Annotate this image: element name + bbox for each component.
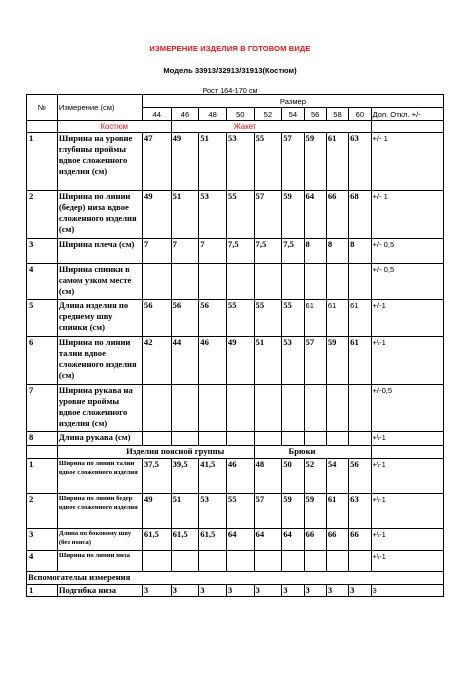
- measurement-value: [171, 385, 199, 432]
- row-number: 7: [27, 385, 58, 432]
- table-row: [27, 459, 444, 494]
- measurement-value: [349, 432, 371, 446]
- tolerance-value: +/-0,5: [371, 385, 444, 432]
- section-waist-group: Изделия поясной группы: [57, 446, 254, 459]
- measurement-value: [282, 385, 304, 432]
- measurement-value: [349, 264, 371, 300]
- section-auxiliary: Вспомогательн измерения: [27, 572, 444, 585]
- measurement-value: 50: [282, 459, 304, 494]
- table-row: [27, 264, 444, 300]
- measurement-name: Ширина рукава на уровне проймы вдвое сложенного изделия (см): [57, 385, 142, 432]
- measurement-value: 7,5: [254, 239, 282, 264]
- measurement-value: 55: [254, 133, 282, 191]
- measurement-value: [226, 264, 254, 300]
- table-row: [27, 337, 444, 385]
- measurement-value: 57: [254, 191, 282, 239]
- size-header-cell: 58: [326, 108, 348, 121]
- measurement-value: 52: [304, 459, 326, 494]
- table-row: [27, 133, 444, 191]
- measurement-value: 59: [304, 133, 326, 191]
- measurement-value: [199, 551, 227, 572]
- row-number: 6: [27, 337, 58, 385]
- measurement-value: [199, 385, 227, 432]
- section-zhaket: Жакет: [171, 121, 371, 133]
- measurement-value: 55: [254, 300, 282, 337]
- measurement-value: [326, 264, 348, 300]
- measurement-value: 3: [254, 585, 282, 597]
- measurement-value: 56: [142, 300, 171, 337]
- size-header-cell: 48: [199, 108, 227, 121]
- measurement-value: 56: [171, 300, 199, 337]
- table-row: [27, 432, 444, 446]
- measurement-value: 61,5: [199, 529, 227, 551]
- measurement-name: Ширина по линии талии вдвое сложенного изделия (см): [57, 337, 142, 385]
- measurement-value: [304, 551, 326, 572]
- measurement-value: [171, 551, 199, 572]
- measurement-value: 3: [349, 585, 371, 597]
- measurement-name: Ширина по линии талии вдвое сложенного изделия: [57, 459, 142, 494]
- tolerance-value: +\-1: [371, 494, 444, 529]
- row-number: 1: [27, 459, 58, 494]
- size-header-cell: 54: [282, 108, 304, 121]
- empty-cell: [27, 121, 58, 133]
- tolerance-value: 3: [371, 585, 444, 597]
- measurement-name: Подгибка низа: [57, 585, 142, 597]
- measurement-value: 66: [304, 529, 326, 551]
- measurement-value: 53: [199, 494, 227, 529]
- measurement-name: Ширина на уровне глубины проймы вдвое сложенного изделия (см): [57, 133, 142, 191]
- measurement-value: 61: [326, 133, 348, 191]
- row-number: 1: [27, 585, 58, 597]
- section-bryuki: Брюки: [254, 446, 371, 459]
- measurement-value: 3: [142, 585, 171, 597]
- measurement-value: 68: [349, 191, 371, 239]
- measurement-value: [326, 432, 348, 446]
- model-label: Модель 33913/32913/31913(Костюм): [163, 66, 297, 75]
- table-row: [27, 529, 444, 551]
- measurement-value: 61: [349, 300, 371, 337]
- tolerance-value: +/- 1: [371, 133, 444, 191]
- measurement-value: 49: [142, 191, 171, 239]
- table-row: [27, 385, 444, 432]
- measurement-name: Ширина по линии бедер вдвое сложенного изделия: [57, 494, 142, 529]
- measurement-value: 64: [304, 191, 326, 239]
- measurement-value: [142, 264, 171, 300]
- measurement-name: Ширина спинки в самом узком месте (см): [57, 264, 142, 300]
- measurement-value: 59: [326, 337, 348, 385]
- measurement-value: 57: [304, 337, 326, 385]
- measurement-value: 64: [254, 529, 282, 551]
- table-row: [27, 239, 444, 264]
- table-row: [27, 551, 444, 572]
- table-row: [27, 585, 444, 597]
- measurement-value: [142, 385, 171, 432]
- measurement-value: 59: [282, 191, 304, 239]
- measurement-value: 53: [282, 337, 304, 385]
- tolerance-value: +\-1: [371, 551, 444, 572]
- measurement-value: 64: [282, 529, 304, 551]
- tolerance-value: +\-1: [371, 529, 444, 551]
- measurement-value: 7: [171, 239, 199, 264]
- measurement-value: 57: [254, 494, 282, 529]
- measurement-value: 3: [326, 585, 348, 597]
- measurement-value: [171, 264, 199, 300]
- table-row: [27, 300, 444, 337]
- measurement-name: Ширина по линии низа: [57, 551, 142, 572]
- measurement-value: [349, 385, 371, 432]
- measurement-value: 66: [349, 529, 371, 551]
- tolerance-value: +\-1: [371, 432, 444, 446]
- measurement-value: 46: [199, 337, 227, 385]
- measurement-value: 51: [199, 133, 227, 191]
- measurement-value: 3: [171, 585, 199, 597]
- measurement-value: 8: [349, 239, 371, 264]
- size-header-cell: 46: [171, 108, 199, 121]
- size-header-cell: 56: [304, 108, 326, 121]
- measurement-value: 63: [349, 133, 371, 191]
- row-number: 3: [27, 239, 58, 264]
- measurement-name: Ширина по линии (бедер) низа вдвое сложенного изделия (см): [57, 191, 142, 239]
- header-number: №: [27, 95, 58, 121]
- measurement-value: [326, 551, 348, 572]
- measurement-value: [282, 551, 304, 572]
- row-number: 8: [27, 432, 58, 446]
- measurement-name: Ширина плеча (см): [57, 239, 142, 264]
- measurement-value: [142, 551, 171, 572]
- measurement-value: [226, 551, 254, 572]
- measurement-value: 37,5: [142, 459, 171, 494]
- measurement-value: 3: [226, 585, 254, 597]
- measurement-value: 63: [349, 494, 371, 529]
- measurement-value: 55: [282, 300, 304, 337]
- measurement-value: [254, 551, 282, 572]
- measurement-value: [199, 432, 227, 446]
- measurement-value: [282, 264, 304, 300]
- table-row: [27, 191, 444, 239]
- measurement-value: 41,5: [199, 459, 227, 494]
- tolerance-value: +/- 1: [371, 191, 444, 239]
- measurement-value: 47: [142, 133, 171, 191]
- measurement-value: 44: [171, 337, 199, 385]
- measurement-value: 3: [282, 585, 304, 597]
- measurement-value: 61,5: [171, 529, 199, 551]
- measurement-value: [349, 551, 371, 572]
- measurement-value: 42: [142, 337, 171, 385]
- measurement-value: 64: [226, 529, 254, 551]
- measurement-value: 7: [199, 239, 227, 264]
- measurement-value: 61,5: [142, 529, 171, 551]
- measurement-value: 53: [226, 133, 254, 191]
- table-row: [27, 494, 444, 529]
- measurement-value: [282, 432, 304, 446]
- tolerance-value: +/-1: [371, 300, 444, 337]
- measurement-value: 54: [326, 459, 348, 494]
- measurement-value: 8: [304, 239, 326, 264]
- measurement-value: [304, 264, 326, 300]
- measurement-table: [26, 94, 444, 597]
- measurement-value: [142, 432, 171, 446]
- tolerance-value: +\-1: [371, 337, 444, 385]
- measurement-value: [254, 385, 282, 432]
- measurement-value: 61: [326, 300, 348, 337]
- measurement-value: 3: [199, 585, 227, 597]
- row-number: 4: [27, 551, 58, 572]
- measurement-value: 49: [171, 133, 199, 191]
- measurement-value: 55: [226, 191, 254, 239]
- row-number: 4: [27, 264, 58, 300]
- measurement-value: 66: [326, 191, 348, 239]
- measurement-value: 66: [326, 529, 348, 551]
- measurement-value: 8: [326, 239, 348, 264]
- tolerance-value: +/- 0,5: [371, 239, 444, 264]
- size-header-cell: 60: [349, 108, 371, 121]
- measurement-value: 7,5: [226, 239, 254, 264]
- measurement-name: Длина изделия по среднему шву спинки (см): [57, 300, 142, 337]
- measurement-value: 51: [254, 337, 282, 385]
- measurement-value: 51: [171, 191, 199, 239]
- measurement-value: 59: [282, 494, 304, 529]
- measurement-value: 56: [349, 459, 371, 494]
- empty-cell: [27, 446, 58, 459]
- section-kostyum: Костюм: [57, 121, 171, 133]
- measurement-value: 7,5: [282, 239, 304, 264]
- measurement-value: [304, 385, 326, 432]
- row-number: 2: [27, 191, 58, 239]
- measurement-value: 59: [304, 494, 326, 529]
- measurement-value: 49: [226, 337, 254, 385]
- row-number: 2: [27, 494, 58, 529]
- tolerance-value: +/- 0,5: [371, 264, 444, 300]
- measurement-value: 51: [171, 494, 199, 529]
- size-header-cell: 44: [142, 108, 171, 121]
- measurement-value: [171, 432, 199, 446]
- measurement-value: [226, 432, 254, 446]
- measurement-name: Длина по боковому шву (без пояса): [57, 529, 142, 551]
- measurement-value: 61: [304, 300, 326, 337]
- header-measure: Измерение (см): [57, 95, 142, 121]
- measurement-value: 55: [226, 494, 254, 529]
- measurement-value: 61: [326, 494, 348, 529]
- measurement-value: 3: [304, 585, 326, 597]
- measurement-value: [226, 385, 254, 432]
- tolerance-value: +\-1: [371, 459, 444, 494]
- row-number: 3: [27, 529, 58, 551]
- row-number: 5: [27, 300, 58, 337]
- section-row: [27, 446, 444, 459]
- measurement-value: [304, 432, 326, 446]
- tolerance-header: Доп. Откл. +/-: [371, 108, 444, 121]
- empty-cell: [371, 446, 444, 459]
- measurement-value: 56: [199, 300, 227, 337]
- measurement-value: 61: [349, 337, 371, 385]
- measurement-value: 49: [142, 494, 171, 529]
- measurement-value: 55: [226, 300, 254, 337]
- measurement-value: 46: [226, 459, 254, 494]
- size-header-cell: 50: [226, 108, 254, 121]
- document-title: ИЗМЕРЕНИЕ ИЗДЕЛИЯ В ГОТОВОМ ВИДЕ: [149, 44, 311, 53]
- row-number: 1: [27, 133, 58, 191]
- measurement-value: 7: [142, 239, 171, 264]
- measurement-value: 53: [199, 191, 227, 239]
- measurement-value: 48: [254, 459, 282, 494]
- measurement-value: [254, 264, 282, 300]
- empty-cell: [371, 121, 444, 133]
- measurement-value: 57: [282, 133, 304, 191]
- section-row: [27, 572, 444, 585]
- measurement-value: [199, 264, 227, 300]
- size-header-cell: 52: [254, 108, 282, 121]
- header-size: Размер: [142, 95, 443, 108]
- measurement-value: [326, 385, 348, 432]
- measurement-value: 39,5: [171, 459, 199, 494]
- height-label: Рост 164-170 см: [202, 86, 258, 95]
- measurement-value: [254, 432, 282, 446]
- measurement-name: Длина рукава (см): [57, 432, 142, 446]
